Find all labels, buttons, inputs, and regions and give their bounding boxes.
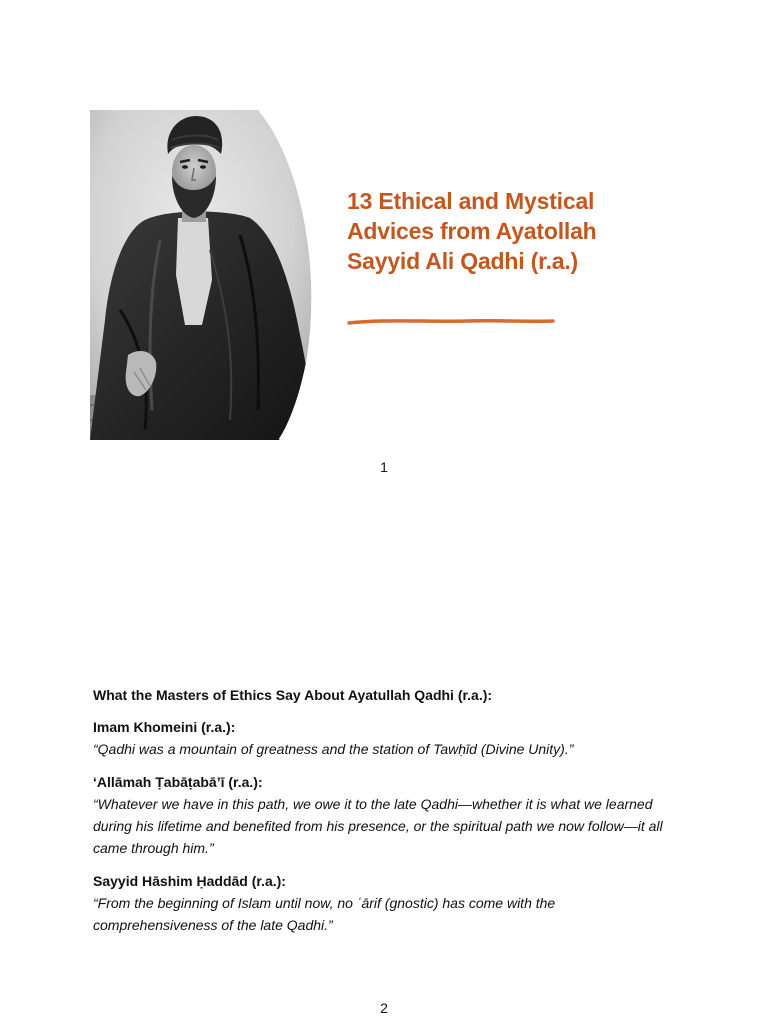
page-number: 2: [380, 1000, 388, 1016]
testimonial-quote: “Qadhi was a mountain of greatness and the station of Tawḥīd (Divine Unity).”: [93, 741, 574, 757]
testimonial-quote: “Whatever we have in this path, we owe it to the late Qadhi—whether it is what we learned during his lifetime and benefited from his presence, or the spiritual path we now follow—it all came through him.”: [93, 796, 663, 856]
testimonial-item: [93, 716, 663, 760]
testimonial-speaker: Sayyid Hāshim Ḥaddād (r.a.):: [93, 873, 286, 889]
testimonial-speaker: Imam Khomeini (r.a.):: [93, 719, 236, 735]
document-title: 13 Ethical and Mystical Advices from Ayatollah Sayyid Ali Qadhi (r.a.): [347, 188, 597, 274]
page-number: 1: [380, 459, 388, 475]
testimonial-item: [93, 771, 663, 859]
testimonial-quote: “From the beginning of Islam until now, no ʿārif (gnostic) has come with the comprehensiveness of the late Qadhi.”: [93, 895, 556, 933]
masters-section: [93, 684, 663, 947]
title-underline-decoration: [347, 316, 555, 328]
testimonial-item: [93, 870, 663, 936]
portrait-photo: [90, 110, 315, 440]
testimonial-speaker: ‘Allāmah Ṭabāṭabā’ī (r.a.):: [93, 774, 263, 790]
section-heading: What the Masters of Ethics Say About Ayatullah Qadhi (r.a.):: [93, 687, 493, 703]
